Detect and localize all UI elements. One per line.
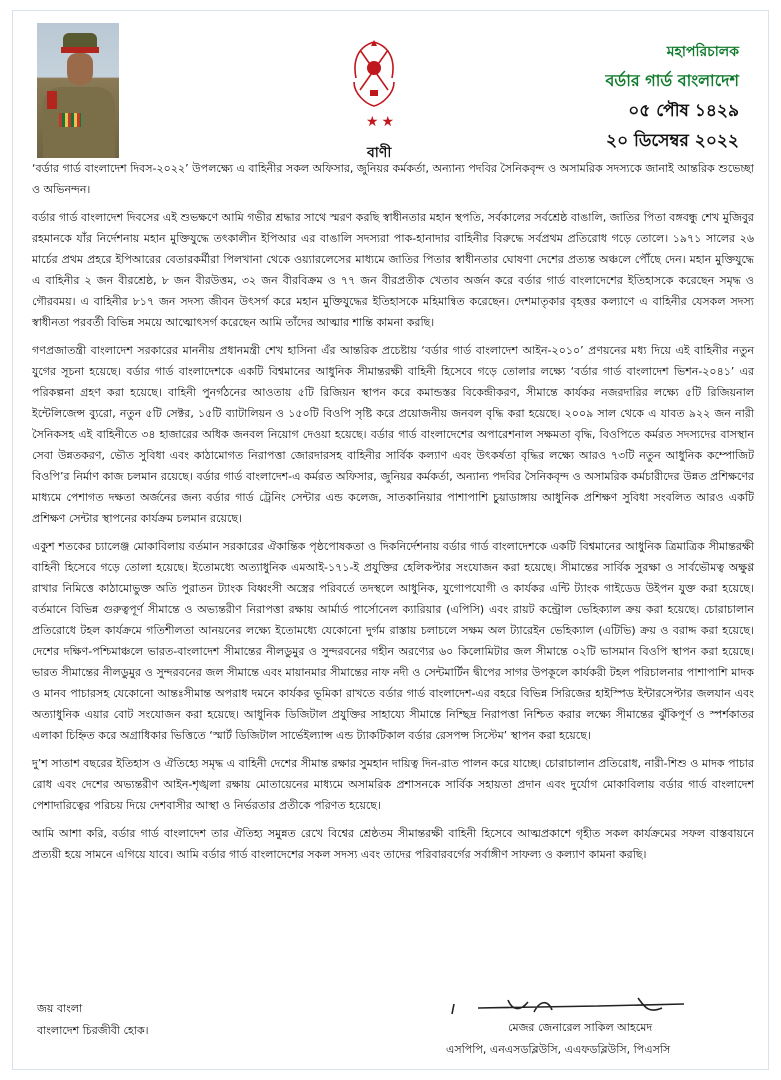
paragraph-history: বর্ডার গার্ড বাংলাদেশ দিবসের এই শুভক্ষণে আমি গভীর শ্রদ্ধার সাথে স্মরণ করছি স্বাধীনতার মহান স্থপতি, সর্বকালের সর্বশ্রেষ্ঠ বাঙালি, জাতির পিতা বঙ্গবন্ধু শেখ মুজিবুর রহমানকে যাঁর নির্দেশনায় মহান মুক্তিযুদ্ধে তৎকালীন ইপিআর এর বাঙালি সদস্যরা পাক-হানাদার বাহিনীর বিরুদ্ধে সর্বপ্রথম প্রতিরোধ গড়ে তোলে। ১৯৭১ সালের ২৬ মার্চের প্রথম প্রহরে ইপিআরের বেতারকর্মীরা পিলখানা থেকে ওয়্যারলেসের মাধ্যমে জাতির পিতার স্বাধীনতার ঘোষণা দেশের প্রত্যন্ত অঞ্চলে পৌঁছে দেন। মহান মুক্তিযুদ্ধে এ বাহিনীর ২ জন বীরশ্রেষ্ঠ, ৮ জন বীরউত্তম, ৩২ জন বীরবিক্রম ও ৭৭ জন বীরপ্রতীক খেতাব অর্জন করে বর্ডার গার্ড বাংলাদেশের ইতিহাসকে করেছেন সমৃদ্ধ ও গৌরবময়। এ বাহিনীর ৮১৭ জন সদস্য জীবন উৎসর্গ করে মহান মুক্তিযুদ্ধের ইতিহাসকে মহিমান্বিত করেছেন। দেশমাতৃকার বৃহত্তর কল্যাণে এ বাহিনীর যেসকল সদস্য স্বাধীনতা পরবর্তী বিভিন্ন সময়ে আত্মোৎসর্গ করেছেন আমি তাঁদের আত্মার শান্তি কামনা করছি।: [32, 211, 754, 329]
rank-stars: ★★: [366, 114, 398, 130]
signatory-credentials: এসপিপি, এনএসডব্লিউসি, এএফডব্লিউসি, পিএসসি: [446, 1043, 671, 1056]
closing-joy-bangla: জয় বাংলা: [37, 1002, 83, 1015]
paragraph-modernization: একুশ শতকের চ্যালেঞ্জ মোকাবিলায় বর্তমান সরকারের ঐকান্তিক পৃষ্ঠপোষকতা ও দিকনির্দেশনায় বর্ডার গার্ড বাংলাদেশকে একটি বিশ্বমানের আধুনিক ত্রিমাত্রিক সীমান্তরক্ষী বাহিনী হিসেবে গড়ে তোলা হয়েছে। ইতোমধ্যে অত্যাধুনিক এমআই-১৭১-ই প্রযুক্তির হেলিকপ্টার সংযোজন করা হয়েছে। সীমান্তের সার্বিক সুরক্ষা ও সার্বভৌমত্ব অক্ষুণ্ণ রাখার নিমিত্তে কাঠামোভুক্ত অতি পুরাতন ট্যাংক বিধ্বংসী অস্ত্রের পরিবর্তে তদস্থলে আধুনিক, যুগোপযোগী ও কার্যকর এন্টি ট্যাংক গাইডেড উইপন যুক্ত করা হয়েছে। বর্তমানে বিভিন্ন গুরুত্বপূর্ণ সীমান্তে ও অভ্যন্তরীণ নিরাপত্তা রক্ষায় আর্মার্ড পার্সোনেল ক্যারিয়ার (এপিসি) এবং রায়ট কন্ট্রোল ভেহিক্যাল ক্রয় করা হয়েছে। চোরাচালান প্রতিরোধে টহল কার্যক্রমে গতিশীলতা আনয়নের লক্ষ্যে ইতোমধ্যে যেকোনো দুর্গম রাস্তায় চলাচলে সক্ষম অল ট্যারেইন ভেহিক্যাল (এটিভি) ক্রয় ও বরাদ্দ করা হয়েছে। দেশের দক্ষিণ-পশ্চিমাঞ্চলে ভারত-বাংলাদেশ সীমান্তের নীলডুমুর ও সুন্দরবনের গহীন অরণ্যের ৬০ কিলোমিটার জল সীমান্তে ০২টি ভাসমান বিওপি স্থাপন করা হয়েছে। ভারত সীমান্তের নীলডুমুর ও সুন্দরবনের জল সীমান্তে এবং মায়ানমার সীমান্তের নাফ নদী ও সেন্টমার্টিন দ্বীপের সাগর উপকূলে কার্যকরী টহল পরিচালনার পাশাপাশি মাদক ও মানব পাচারসহ যেকোনো আন্তঃসীমান্ত অপরাধ দমনে কার্যকর ভূমিকা রাখতে বর্ডার গার্ড বাংলাদেশ-এর বহরে বিভিন্ন সিরিজের হাইস্পিড ইন্টারসেপ্টার জলযান এবং অত্যাধুনিক এয়ার বোট সংযোজন করা হয়েছে। আধুনিক ডিজিটাল প্রযুক্তির সাহায্যে সীমান্তে নিশ্ছিদ্র নিরাপত্তা নিশ্চিত করার লক্ষ্যে সীমান্তের ঝুঁকিপূর্ণ ও স্পর্শকাতর এলাকা চিহ্নিত করে অগ্রাধিকার ভিত্তিতে ‘স্মার্ট ডিজিটাল সার্ভেইল্যান্স এন্ড ট্যাকটিকাল বর্ডার রেসপন্স সিস্টেম’ স্থাপন করা হয়েছে।: [32, 540, 754, 742]
signatory-name: মেজর জেনারেল সাকিল আহমেদ: [508, 1021, 653, 1034]
organization-name: বর্ডার গার্ড বাংলাদেশ: [605, 71, 739, 90]
signature-mark: [448, 994, 688, 1020]
message-body: [32, 158, 754, 872]
paragraph-greeting: ‘বর্ডার গার্ড বাংলাদেশ দিবস-২০২২’ উপলক্ষ্যে এ বাহিনীর সকল অফিসার, জুনিয়র কর্মকর্তা, অন্যান্য পদবির সৈনিকবৃন্দ ও অসামরিক সদস্যকে জানাই আন্তরিক শুভেচ্ছা ও অভিনন্দন।: [32, 162, 754, 196]
paragraph-wishes: আমি আশা করি, বর্ডার গার্ড বাংলাদেশ তার ঐতিহ্য সমুন্নত রেখে বিশ্বের শ্রেষ্ঠতম সীমান্তরক্ষী বাহিনী হিসেবে আত্মপ্রকাশে গৃহীত সকল কার্যক্রমের সফল বাস্তবায়নে প্রত্যয়ী হয়ে সামনে এগিয়ে যাবে। আমি বর্ডার গার্ড বাংলাদেশের সকল সদস্য এবং তাদের পরিবারবর্গের সর্বাঙ্গীণ সাফল্য ও কল্যাণ কামনা করছি।: [32, 827, 754, 861]
date-bengali: ০৫ পৌষ ১৪২৯: [628, 101, 739, 121]
designation: মহাপরিচালক: [666, 44, 739, 60]
date-gregorian: ২০ ডিসেম্বর ২০২২: [606, 131, 739, 151]
paragraph-tradition: দু’শ সাতাশ বছরের ইতিহাস ও ঐতিহ্যে সমৃদ্ধ এ বাহিনী দেশের সীমান্ত রক্ষার সুমহান দায়িত্ব দিন-রাত পালন করে যাচ্ছে। চোরাচালান প্রতিরোধ, নারী-শিশু ও মাদক পাচার রোধ এবং দেশের অভ্যন্তরীণ আইন-শৃঙ্খলা রক্ষায় মোতায়েনের মাধ্যমে অসামরিক প্রশাসনকে সার্বিক সহায়তা প্রদান এবং দুর্যোগ মোকাবিলায় বর্ডার গার্ড বাংলাদেশ পেশাদারিত্বের পরিচয় দিয়ে দেশবাসীর আস্থা ও নির্ভরতার প্রতীকে পরিণত হয়েছে।: [32, 757, 754, 812]
message-title: বাণী: [367, 145, 392, 161]
closing-long-live: বাংলাদেশ চিরজীবী হোক।: [37, 1024, 149, 1037]
paragraph-development: গণপ্রজাতন্ত্রী বাংলাদেশ সরকারের মাননীয় প্রধানমন্ত্রী শেখ হাসিনা এঁর আন্তরিক প্রচেষ্টায় ‘বর্ডার গার্ড বাংলাদেশ আইন-২০১০’ প্রণয়নের মধ্য দিয়ে এই বাহিনীর নতুন যুগের সূচনা হয়েছে। বর্ডার গার্ড বাংলাদেশকে একটি বিশ্বমানের আধুনিক সীমান্তরক্ষী বাহিনী হিসেবে গড়ে তোলার লক্ষ্যে ‘বর্ডার গার্ড বাংলাদেশ ভিশন-২০৪১’ এর পরিকল্পনা গ্রহণ করা হয়েছে। বাহিনী পুনর্গঠনের আওতায় ৫টি রিজিয়ন স্থাপন করে কমান্ডস্তর বিকেন্দ্রীকরণ, সীমান্তে কার্যকর নজরদারির লক্ষ্যে ৫টি রিজিয়নাল ইন্টেলিজেন্স ব্যুরো, নতুন ৫টি সেক্টর, ১৫টি ব্যাটালিয়ন ও ১৫০টি বিওপি সৃষ্টি করে প্রয়োজনীয় জনবল বৃদ্ধি করা হয়েছে। ২০০৯ সাল থেকে এ যাবত ৯২২ জন নারী সৈনিকসহ এই বাহিনীতে ৩৪ হাজারের অধিক জনবল নিয়োগ দেওয়া হয়েছে। বর্ডার গার্ড বাংলাদেশের অপারেশনাল সক্ষমতা বৃদ্ধি, বিওপিতে কর্মরত সদস্যদের বাসস্থান সেবা উন্নতকরণ, ভৌত সুবিধা এবং কাঠামোগত নিরাপত্তা জোরদারসহ বাহিনীর সার্বিক কল্যাণ এবং উৎকর্ষতা বৃদ্ধির লক্ষ্যে আরও ৭৩টি নতুন আধুনিক কম্পোজিট বিওপি’র নির্মাণ কাজ চলমান রয়েছে। বর্ডার গার্ড বাংলাদেশ-এ কর্মরত অফিসার, জুনিয়র কর্মকর্তা, অন্যান্য পদবির সৈনিকবৃন্দ ও অসামরিক কর্মচারীদের উন্নত প্রশিক্ষণের মাধ্যমে পেশাগত দক্ষতা অর্জনের জন্য বর্ডার গার্ড ট্রেনিং সেন্টার এন্ড কলেজ, সাতকানিয়ার পাশাপাশি চুয়াডাঙ্গায় আধুনিক প্রশিক্ষণ সুবিধা সংবলিত আরও একটি প্রশিক্ষণ সেন্টার স্থাপনের কার্যক্রম চলমান রয়েছে।: [32, 344, 754, 525]
director-general-portrait: [37, 23, 119, 158]
bgb-emblem-icon: [346, 38, 402, 110]
